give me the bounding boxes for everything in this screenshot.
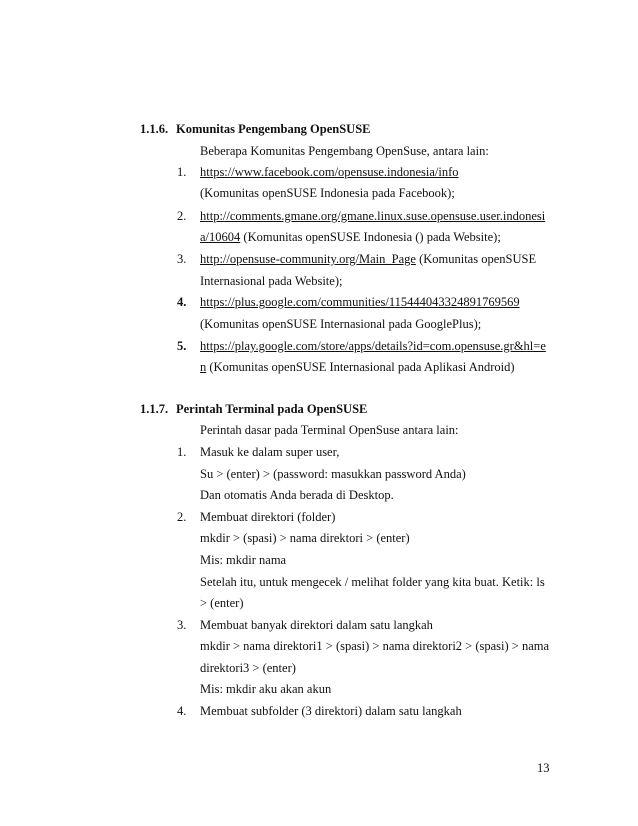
list-number: 3. [177,618,187,632]
list-item-text: mkdir > (spasi) > nama direktori > (enter) [200,531,410,545]
list-item-desc: (Komunitas openSUSE [419,252,537,266]
list-item-text: Masuk ke dalam super user, [200,445,340,459]
list-item-text: Membuat subfolder (3 direktori) dalam satu langkah [200,704,462,718]
list-item-text: direktori3 > (enter) [200,661,296,675]
facebook-link[interactable]: https://www.facebook.com/opensuse.indonesia/info [200,165,459,179]
googleplus-link[interactable]: https://plus.google.com/communities/115444043324891769569 [200,295,520,309]
section-title: Perintah Terminal pada OpenSUSE [176,402,368,416]
list-number: 2. [177,209,187,223]
list-item-text: > (enter) [200,596,244,610]
playstore-link-cont[interactable]: n [200,360,207,374]
gmane-link[interactable]: http://comments.gmane.org/gmane.linux.suse.opensuse.user.indonesi [200,209,546,223]
list-item-desc: (Komunitas openSUSE Indonesia pada Facebook); [200,186,455,200]
list-item-desc: (Komunitas openSUSE Indonesia () pada Website); [243,230,501,244]
list-item-desc: (Komunitas openSUSE Internasional pada Aplikasi Android) [209,360,515,374]
section-number: 1.1.7. [140,402,169,416]
list-item-text: Mis: mkdir nama [200,553,287,567]
list-item-text: Dan otomatis Anda berada di Desktop. [200,488,394,502]
list-number: 4. [177,704,187,718]
list-number: 1. [177,165,187,179]
list-item-desc: (Komunitas openSUSE Internasional pada GooglePlus); [200,317,482,331]
list-number: 4. [177,295,187,309]
list-number: 1. [177,445,187,459]
list-item-text: mkdir > nama direktori1 > (spasi) > nama direktori2 > (spasi) > nama [200,639,550,653]
section-intro: Beberapa Komunitas Pengembang OpenSuse, antara lain: [200,144,489,158]
section-number: 1.1.6. [140,122,169,136]
section-intro: Perintah dasar pada Terminal OpenSuse antara lain: [200,423,459,437]
list-number: 3. [177,252,187,266]
gmane-link-cont[interactable]: a/10604 [200,230,241,244]
list-item-text: Membuat direktori (folder) [200,510,336,524]
list-item-desc: Internasional pada Website); [200,274,343,288]
list-number: 2. [177,510,187,524]
list-item-text: Mis: mkdir aku akan akun [200,682,332,696]
list-number: 5. [177,339,187,353]
opensuse-community-link[interactable]: http://opensuse-community.org/Main_Page [200,252,416,266]
section-title: Komunitas Pengembang OpenSUSE [176,122,371,136]
list-item-text: Membuat banyak direktori dalam satu langkah [200,618,433,632]
list-item-text: Su > (enter) > (password: masukkan password Anda) [200,467,466,481]
playstore-link[interactable]: https://play.google.com/store/apps/details?id=com.opensuse.gr&hl=e [200,339,546,353]
page-number: 13 [537,761,550,775]
list-item-text: Setelah itu, untuk mengecek / melihat folder yang kita buat. Ketik: ls [200,575,545,589]
